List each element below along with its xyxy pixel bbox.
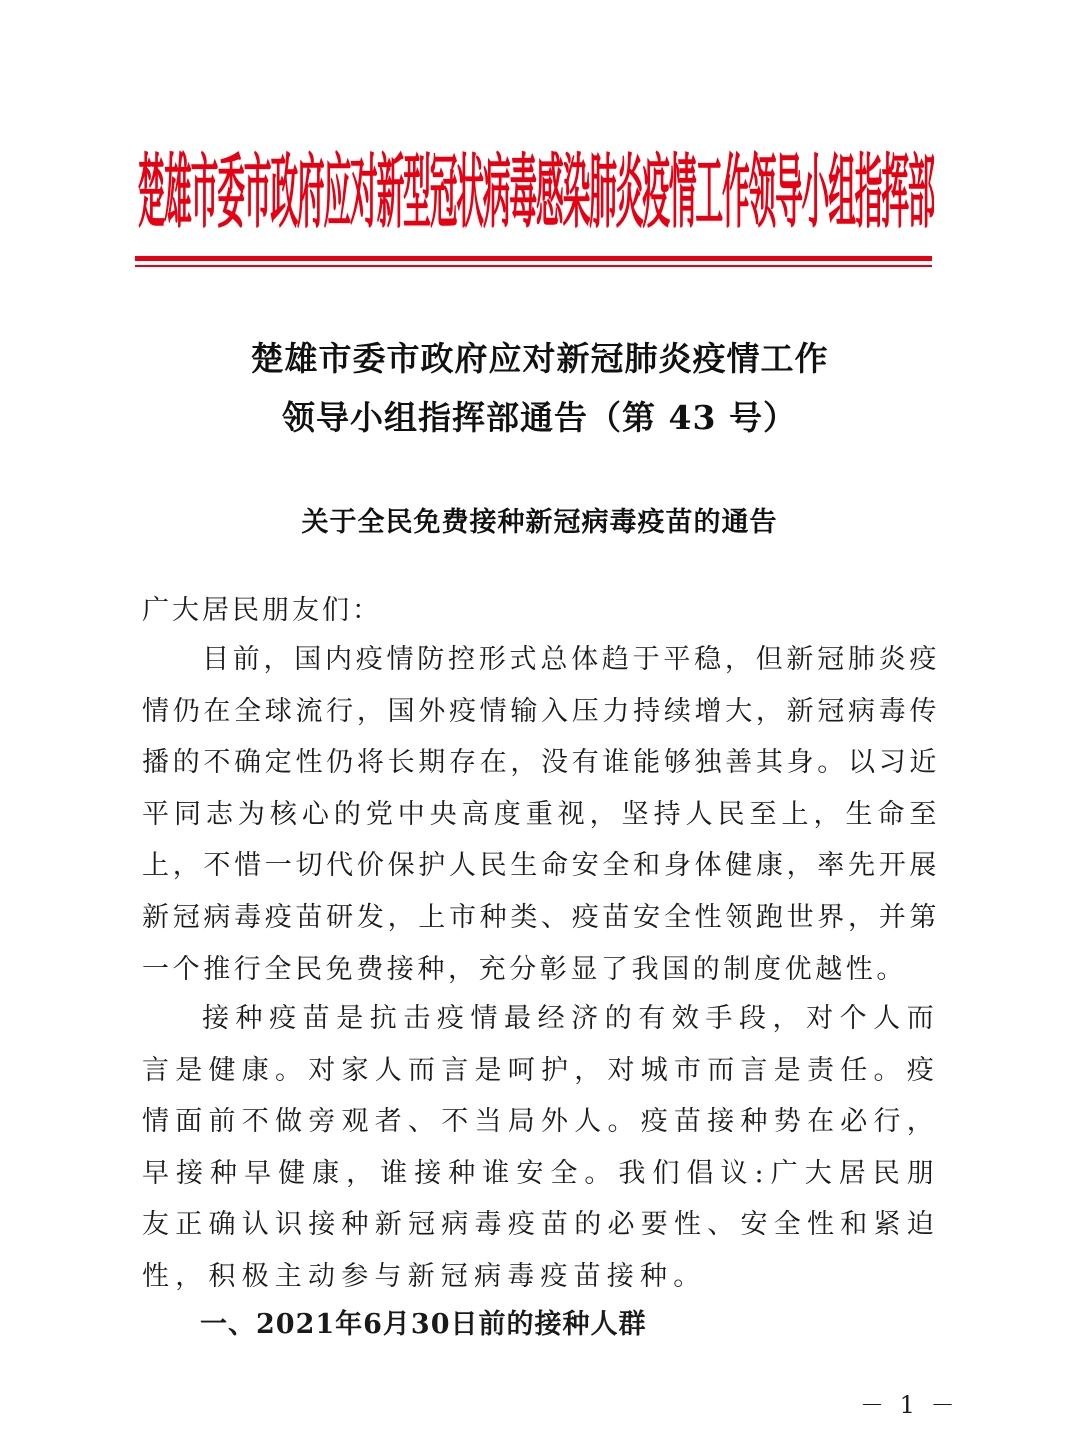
masthead-rule-thick [135,256,932,261]
masthead-title: 楚雄市委市政府应对新型冠状病毒感染肺炎疫情工作领导小组指挥部 [137,144,934,240]
body-paragraph-2: 接种疫苗是抗击疫情最经济的有效手段，对个人而言是健康。对家人而言是呵护，对城市而言是责任。疫情面前不做旁观者、不当局外人。疫苗接种势在必行，早接种早健康，谁接种谁安全。我们倡议:广大居民朋友正确认识接种新冠病毒疫苗的必要性、安全性和紧迫性，积极主动参与新冠病毒疫苗接种。 [142,1003,940,1292]
notice-title-line-2: 领导小组指挥部通告（第 43 号） [282,398,797,437]
greeting: 广大居民朋友们： [142,595,382,626]
body-paragraph-1: 目前，国内疫情防控形式总体趋于平稳，但新冠肺炎疫情仍在全球流行，国外疫情输入压力持续增大，新冠病毒传播的不确定性仍将长期存在，没有谁能够独善其身。以习近平同志为核心的党中央高度重视，坚持人民至上，生命至上，不惜一切代价保护人民生命安全和身体健康，率先开展新冠病毒疫苗研发，上市种类、疫苗安全性领跑世界，并第一个推行全民免费接种，充分彰显了我国的制度优越性。 [142,644,940,985]
notice-subtitle: 关于全民免费接种新冠病毒疫苗的通告 [301,507,778,538]
page-number: － 1 － [860,1391,959,1419]
section-heading: 一、2021年6月30日前的接种人群 [200,1309,647,1340]
masthead-rule-thin [135,265,932,267]
masthead [137,138,934,246]
notice-title-line-1: 楚雄市委市政府应对新冠肺炎疫情工作 [250,339,829,378]
